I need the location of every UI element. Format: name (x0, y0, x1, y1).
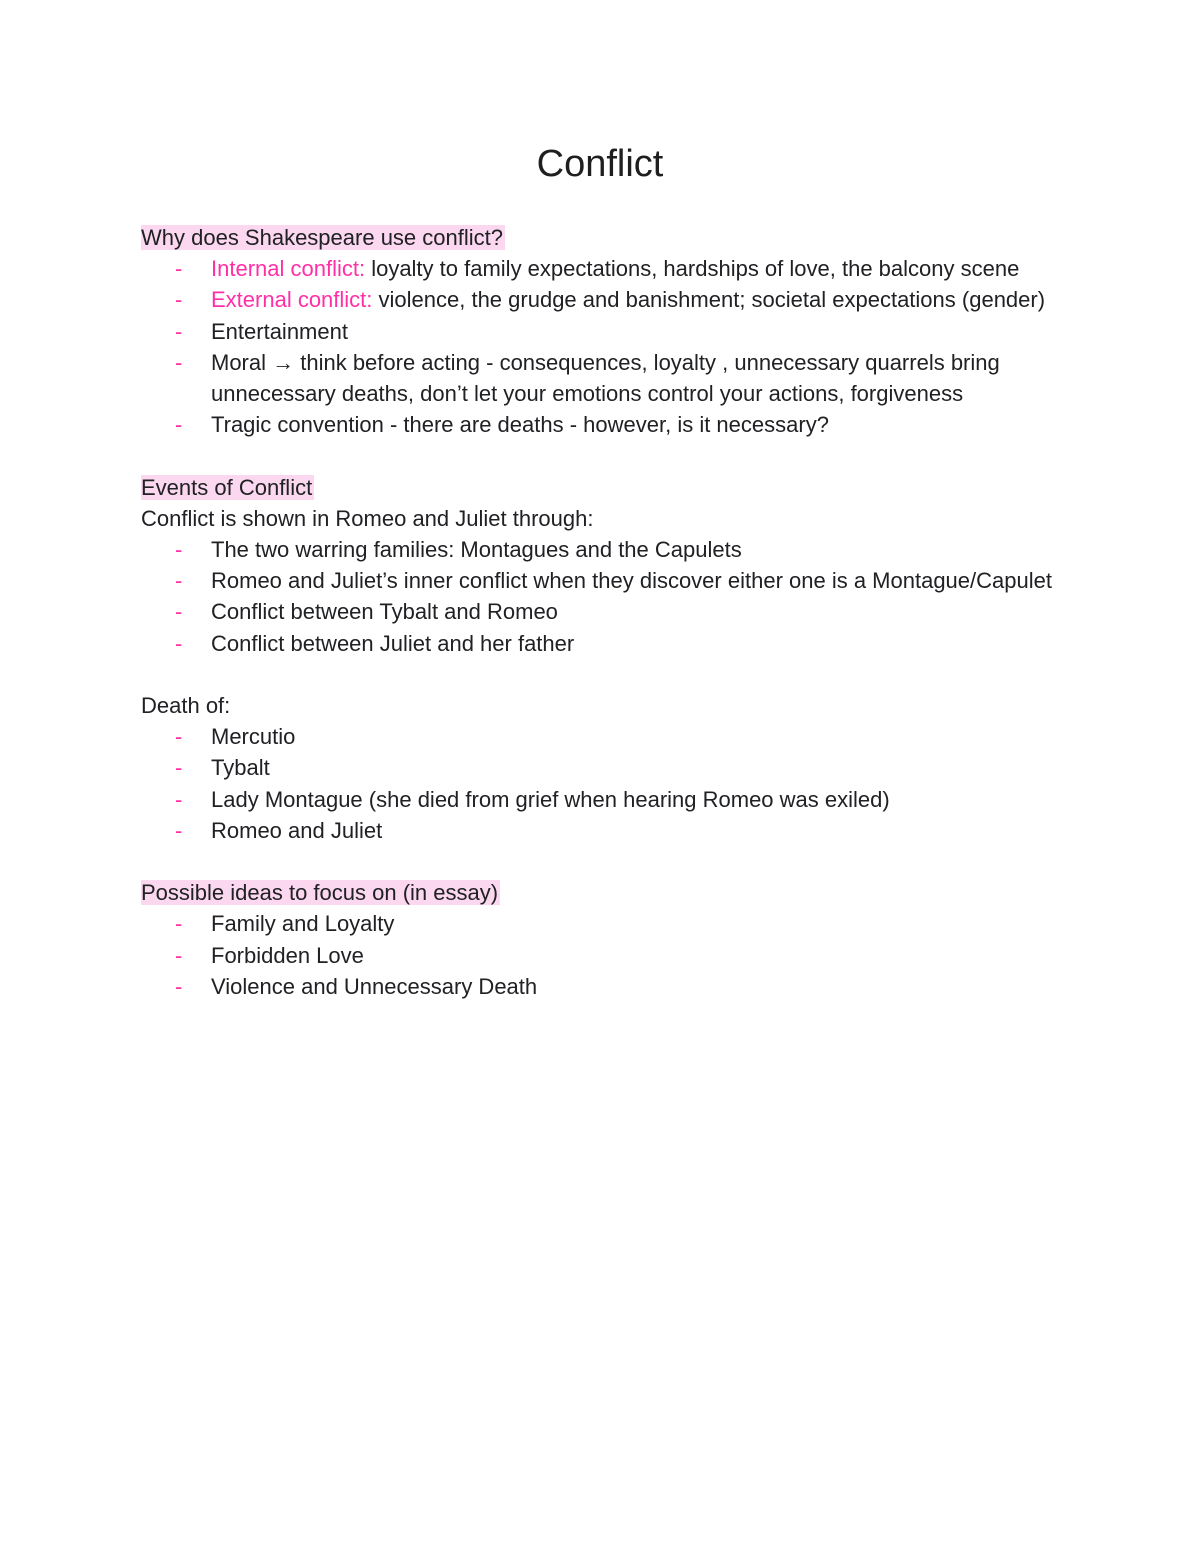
list-item (141, 628, 1071, 659)
dash-bullet: - (175, 786, 183, 812)
dash-bullet: - (175, 568, 183, 594)
dash-bullet: - (175, 318, 183, 344)
section-intro: Conflict is shown in Romeo and Juliet through: (141, 505, 594, 531)
list-item (141, 565, 1071, 596)
dash-bullet: - (175, 349, 183, 375)
item-text: Violence and Unnecessary Death (211, 973, 538, 999)
list-item (141, 284, 1071, 315)
dash-bullet: - (175, 537, 183, 563)
item-text: Tybalt (211, 755, 270, 781)
highlighted-heading: Why does Shakespeare use conflict? (141, 225, 503, 250)
list-item (141, 721, 1071, 752)
item-text: Lady Montague (she died from grief when hearing Romeo was exiled) (211, 786, 890, 812)
item-text: Family and Loyalty (211, 911, 395, 937)
item-text: Mercutio (211, 724, 296, 750)
item-text: Conflict between Juliet and her father (211, 630, 575, 656)
item-text: Moral → think before acting - consequences, loyalty , unnecessary quarrels bring unnecessary deaths, don’t let your emotions control your actions, forgiveness (211, 349, 1000, 407)
item-text: Conflict between Tybalt and Romeo (211, 599, 558, 625)
list-item (141, 534, 1071, 565)
dash-bullet: - (175, 817, 183, 843)
list-item (141, 316, 1071, 347)
item-label: Internal conflict: (211, 256, 366, 282)
list-item (141, 752, 1071, 783)
section-heading-ideas (141, 877, 1071, 908)
list-item (141, 908, 1071, 939)
item-text: The two warring families: Montagues and the Capulets (211, 537, 742, 563)
dash-bullet: - (175, 287, 183, 313)
dash-bullet: - (175, 942, 183, 968)
item-text: Romeo and Juliet (211, 817, 383, 843)
highlighted-heading: Possible ideas to focus on (in essay) (141, 880, 499, 906)
item-text: loyalty to family expectations, hardships of love, the balcony scene (365, 256, 1020, 282)
item-text: Romeo and Juliet’s inner conflict when they discover either one is a Montague/Capulet (211, 568, 1052, 594)
list-item (141, 815, 1071, 846)
list-item (141, 596, 1071, 627)
item-text: Forbidden Love (211, 942, 364, 968)
spacer (141, 440, 1071, 471)
list-item (141, 409, 1071, 440)
dash-bullet: - (175, 256, 183, 282)
section-heading-events (141, 472, 1071, 503)
dash-bullet: - (175, 412, 183, 438)
document-body (141, 222, 1071, 1002)
dash-bullet: - (175, 911, 183, 937)
list-item (141, 347, 1071, 409)
item-text: violence, the grudge and banishment; societal expectations (gender) (372, 287, 1046, 313)
list-item (141, 940, 1071, 971)
ideas-list (141, 908, 1071, 1002)
why-list (141, 253, 1071, 440)
item-label: External conflict: (211, 287, 373, 313)
spacer (141, 846, 1071, 877)
item-text: Tragic convention - there are deaths - however, is it necessary? (211, 412, 829, 438)
dash-bullet: - (175, 755, 183, 781)
dash-bullet: - (175, 724, 183, 750)
section-heading-why (141, 222, 1071, 253)
dash-bullet: - (175, 973, 183, 999)
dash-bullet: - (175, 630, 183, 656)
list-item (141, 784, 1071, 815)
highlighted-heading: Events of Conflict (141, 474, 313, 500)
item-text: Entertainment (211, 318, 348, 344)
list-item (141, 253, 1071, 284)
death-list (141, 721, 1071, 846)
dash-bullet: - (175, 599, 183, 625)
list-item (141, 971, 1071, 1002)
events-list (141, 534, 1071, 659)
spacer (141, 659, 1071, 690)
page-title: Conflict (536, 143, 664, 185)
section-intro-death: Death of: (141, 693, 231, 719)
